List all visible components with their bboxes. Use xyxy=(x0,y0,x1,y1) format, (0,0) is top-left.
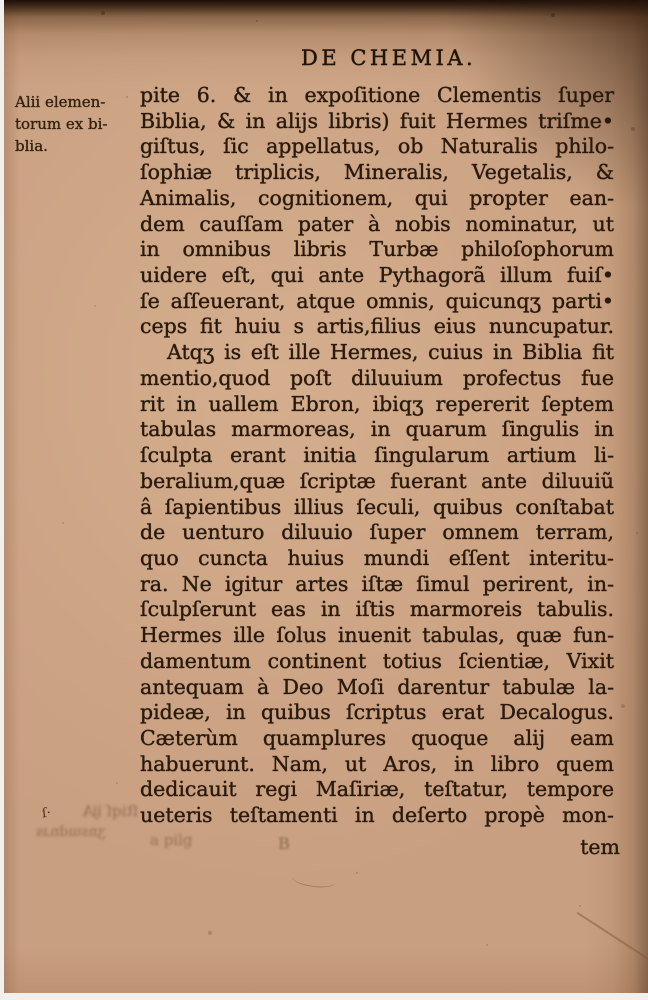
text-line: ſe aſſeuerant, atque omnis, quicunqʒ parti• xyxy=(140,288,614,313)
text-line: tabulas marmoreas, in quarum ſingulis in xyxy=(140,417,614,442)
text-line: Biblia, & in alijs libris) fuit Hermes triſme• xyxy=(140,108,614,133)
margin-note xyxy=(15,92,143,157)
show-through-text: ſtiqſ ĳA xyxy=(82,802,138,820)
text-line: ceps fit huiu s artis,filius eius nuncupatur. xyxy=(140,314,614,339)
text-line: Cæterùm quamplures quoque alij eam xyxy=(140,725,614,750)
text-line: Animalis, cognitionem, qui propter ean- xyxy=(140,185,614,210)
paper-crease xyxy=(576,912,648,961)
text-line: pideæ, in quibus ſcriptus erat Decalogus. xyxy=(140,700,614,725)
margin-note-line: torum ex bi- xyxy=(15,114,108,133)
text-line: â ſapientibus illius ſeculi, quibus conſtabat xyxy=(140,494,614,519)
text-line: beralium,quæ ſcriptæ fuerant ante diluuiũ xyxy=(140,468,614,493)
text-line: ra. Ne igitur artes iſtæ ſimul perirent, in- xyxy=(140,571,614,596)
text-line: damentum continent totius ſcientiæ, Vixit xyxy=(140,648,614,673)
text-line: uidere eſt, qui ante Pythagorã illum fuiſ• xyxy=(140,263,614,288)
text-line: dem cauſſam pater à nobis nominatur, ut xyxy=(140,211,614,236)
text-line: quo cuncta huius mundi eſſent interitu- xyxy=(140,545,614,570)
text-line: ueteris teſtamenti in deſerto propè mon- xyxy=(140,803,614,828)
text-line: de uenturo diluuio ſuper omnem terram, xyxy=(140,520,614,545)
text-line: dedicauit regi Maſiriæ, teſtatur, tempore xyxy=(140,777,614,802)
text-line: in omnibus libris Turbæ philoſophorum xyxy=(140,237,614,262)
text-line: pite 6. & in expoſitione Clementis ſuper xyxy=(140,83,614,107)
catchword: tem xyxy=(580,835,620,859)
paper-fibre xyxy=(291,869,337,889)
margin-note-line: Alii elemen- xyxy=(15,93,106,111)
text-line: ſculpta erant initia ſingularum artium li- xyxy=(140,443,614,468)
text-line: rit in uallem Ebron, ibiqʒ repererit ſeptem xyxy=(140,391,614,416)
paper-speckles xyxy=(4,0,6,2)
margin-note-line: blia. xyxy=(15,136,48,155)
show-through-text: a pilg xyxy=(150,831,193,849)
show-through-letter: B xyxy=(278,834,290,853)
text-line: habuerunt. Nam, ut Aros, in libro quem xyxy=(140,751,614,776)
text-line: ſculpſerunt eas in iſtis marmoreis tabulis. xyxy=(140,597,614,622)
body-text-block xyxy=(140,83,614,829)
text-line: ſophiæ triplicis, Mineralis, Vegetalis, & xyxy=(140,160,614,185)
show-through-text: ʒnsɯdnɹs xyxy=(36,824,106,840)
running-title: DE CHEMIA. xyxy=(301,46,477,70)
text-line: mentio,quod poſt diluuium profectus fue xyxy=(140,365,614,390)
text-line: giſtus, ſic appellatus, ob Naturalis philo- xyxy=(140,134,614,159)
text-line: antequam à Deo Moſi darentur tabulæ la- xyxy=(140,674,614,699)
stray-ink-mark: ſ· xyxy=(41,805,52,822)
text-line-paragraph-start: Atqʒ is eſt ille Hermes, cuius in Biblia fit xyxy=(167,340,614,365)
text-line: Hermes ille ſolus inuenit tabulas, quæ fun- xyxy=(140,623,614,648)
